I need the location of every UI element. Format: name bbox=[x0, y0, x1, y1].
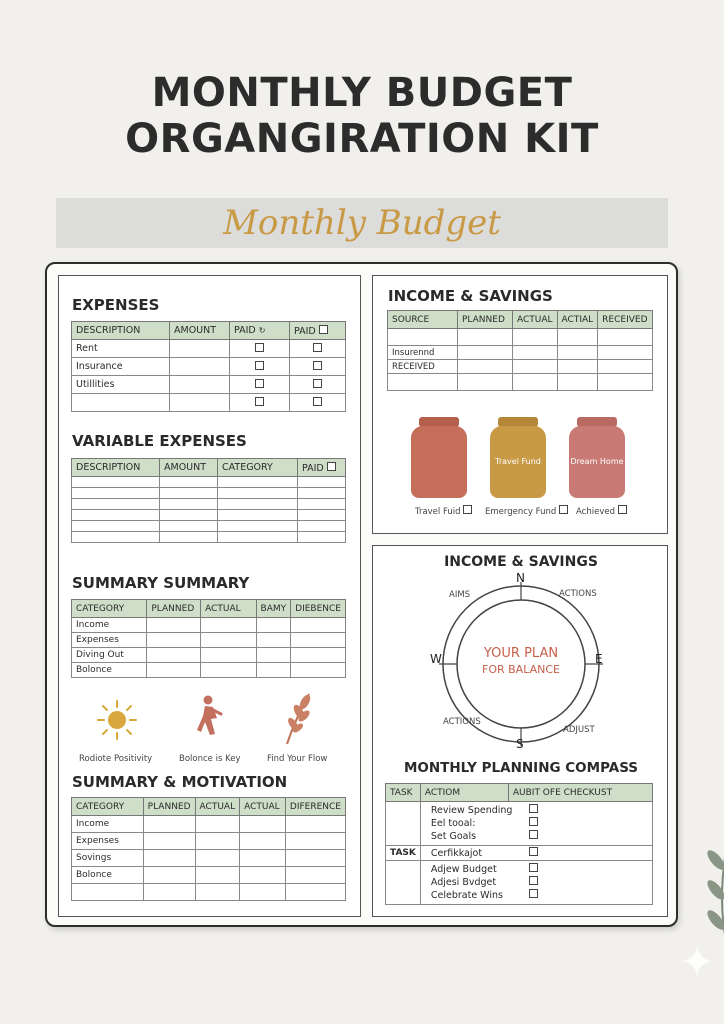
col-header: PLANNED bbox=[143, 798, 195, 816]
col-header: DIFERENCE bbox=[285, 798, 345, 816]
title-line-1: MONTHLY BUDGET bbox=[151, 70, 573, 116]
checkbox[interactable] bbox=[559, 505, 568, 514]
col-header: ACTIAL bbox=[557, 311, 598, 329]
table-cell: Insurennd bbox=[388, 346, 458, 360]
table-cell: Utillities bbox=[72, 376, 170, 394]
col-header: PLANNED bbox=[458, 311, 513, 329]
leaf-icon bbox=[277, 690, 317, 746]
table-cell: RECEIVED bbox=[388, 360, 458, 374]
table-cell bbox=[72, 394, 170, 412]
table-cell: Insurance bbox=[72, 358, 170, 376]
variable-heading: VARIABLE EXPENSES bbox=[72, 432, 247, 450]
checklist-item[interactable]: Adjew Budget bbox=[431, 863, 642, 876]
checklist-item[interactable]: Eel tooal: bbox=[431, 817, 642, 830]
checkbox[interactable] bbox=[313, 397, 322, 406]
checklist-item[interactable]: Adjesi Bvdget bbox=[431, 876, 642, 889]
jar-label: Travel Fuid bbox=[415, 505, 472, 517]
compass-west: W bbox=[430, 652, 442, 666]
compass-panel bbox=[372, 545, 668, 917]
table-cell: Bolonce bbox=[72, 663, 147, 678]
figure-icon bbox=[193, 694, 227, 744]
income-panel: INCOME & SAVINGS SOURCE PLANNED ACTUAL ACTIAL RECEIVED Insurennd RECEIVED Travel Fund Dream Home Travel Fuid Emergency Fund Achieved bbox=[372, 275, 668, 534]
table-cell: Bolonce bbox=[72, 867, 144, 884]
variable-table bbox=[71, 458, 346, 543]
motivation-heading: SUMMARY & MOTIVATION bbox=[72, 773, 288, 791]
compass-south: S bbox=[516, 737, 524, 751]
checkbox[interactable] bbox=[529, 863, 538, 872]
col-header: AMOUNT bbox=[160, 459, 218, 477]
col-header: BAMY bbox=[256, 600, 291, 618]
summary-table bbox=[71, 599, 346, 678]
col-header: TASK bbox=[386, 784, 421, 802]
table-cell: Expenses bbox=[72, 633, 147, 648]
compass-center-line2: FOR BALANCE bbox=[482, 663, 560, 676]
col-header: RECEIVED bbox=[598, 311, 653, 329]
income-table bbox=[387, 310, 653, 391]
checklist-item[interactable]: Cerfikkajot bbox=[431, 847, 642, 859]
table-cell bbox=[72, 884, 144, 901]
sun-caption: Rodiote Positivity bbox=[79, 754, 153, 764]
checkbox[interactable] bbox=[313, 343, 322, 352]
table-cell: Sovings bbox=[72, 850, 144, 867]
compass-aims: AIMS bbox=[449, 590, 471, 600]
planning-heading: MONTHLY PLANNING COMPASS bbox=[403, 760, 639, 776]
col-header: ACTUAL bbox=[240, 798, 286, 816]
checkbox[interactable] bbox=[529, 847, 538, 856]
col-header: SOURCE bbox=[388, 311, 458, 329]
sun-icon bbox=[95, 698, 139, 742]
checkbox[interactable] bbox=[529, 830, 538, 839]
checkbox[interactable] bbox=[313, 361, 322, 370]
col-header: PAID bbox=[298, 459, 346, 477]
col-header: ACTUAL bbox=[195, 798, 240, 816]
table-cell bbox=[388, 329, 458, 346]
col-header: PAID ↻ bbox=[230, 322, 290, 340]
col-header: AUBIT OFE CHECKUST bbox=[508, 784, 652, 802]
decorative-leaf-icon bbox=[698, 830, 724, 950]
jar-label: Achieved bbox=[576, 505, 627, 517]
checkbox[interactable] bbox=[529, 817, 538, 826]
balance-caption: Bolonce is Key bbox=[179, 754, 241, 764]
planning-table bbox=[385, 783, 653, 905]
motivation-table bbox=[71, 797, 346, 901]
table-cell: Income bbox=[72, 618, 147, 633]
checklist-item[interactable]: Celebrate Wins bbox=[431, 889, 642, 902]
title-line-2: ORGANGIRATION KIT bbox=[125, 116, 599, 162]
table-cell: Rent bbox=[72, 340, 170, 358]
left-panel bbox=[58, 275, 361, 917]
income-heading: INCOME & SAVINGS bbox=[388, 287, 553, 305]
compass-center-line1: YOUR PLAN bbox=[483, 646, 559, 661]
compass-adjust: ADJUST bbox=[563, 725, 595, 735]
table-cell: Income bbox=[72, 816, 144, 833]
checkbox[interactable] bbox=[313, 379, 322, 388]
expenses-heading: EXPENSES bbox=[72, 296, 160, 314]
checkbox[interactable] bbox=[529, 804, 538, 813]
col-header: CATEGORY bbox=[72, 798, 144, 816]
col-header: CATEGORY bbox=[218, 459, 298, 477]
checkbox[interactable] bbox=[255, 343, 264, 352]
task-cell bbox=[386, 802, 421, 846]
col-header: ACTUAL bbox=[201, 600, 256, 618]
sparkle-icon bbox=[680, 944, 714, 978]
checklist-item[interactable]: Review Spending bbox=[431, 804, 642, 817]
col-header: CATEGORY bbox=[72, 600, 147, 618]
compass-actions-top: ACTIONS bbox=[559, 589, 597, 599]
col-header: PAID bbox=[290, 322, 346, 340]
compass-east: E bbox=[595, 652, 603, 666]
banner bbox=[56, 198, 668, 248]
col-header: DESCRIPTION bbox=[72, 459, 160, 477]
compass-north: N bbox=[516, 571, 525, 585]
banner-text: Monthly Budget bbox=[223, 203, 501, 243]
checkbox[interactable] bbox=[255, 379, 264, 388]
checkbox[interactable] bbox=[529, 876, 538, 885]
col-header: DESCRIPTION bbox=[72, 322, 170, 340]
task-cell: TASK bbox=[386, 846, 421, 861]
checkbox[interactable] bbox=[327, 462, 336, 471]
expenses-table bbox=[71, 321, 346, 412]
leaf-caption: Find Your Flow bbox=[267, 754, 328, 764]
col-header: ACTIOM bbox=[420, 784, 508, 802]
checkbox[interactable] bbox=[255, 397, 264, 406]
page-title bbox=[0, 70, 724, 162]
table-cell: Expenses bbox=[72, 833, 144, 850]
table-cell: Diving Out bbox=[72, 648, 147, 663]
checkbox[interactable] bbox=[255, 361, 264, 370]
table-cell bbox=[388, 374, 458, 391]
col-header: DIEBENCE bbox=[291, 600, 346, 618]
summary-heading: SUMMARY SUMMARY bbox=[72, 574, 250, 592]
checkbox[interactable] bbox=[319, 325, 328, 334]
jar-label: Emergency Fund bbox=[485, 505, 568, 517]
compass-heading: INCOME & SAVINGS bbox=[444, 554, 598, 570]
budget-sheet bbox=[45, 262, 678, 927]
col-header: ACTUAL bbox=[513, 311, 558, 329]
checklist-item[interactable]: Set Goals bbox=[431, 830, 642, 843]
checkbox[interactable] bbox=[529, 889, 538, 898]
checkbox[interactable] bbox=[463, 505, 472, 514]
checkbox[interactable] bbox=[618, 505, 627, 514]
col-header: AMOUNT bbox=[170, 322, 230, 340]
col-header: PLANNED bbox=[147, 600, 201, 618]
compass-actions-bottom: ACTIONS bbox=[443, 717, 481, 727]
